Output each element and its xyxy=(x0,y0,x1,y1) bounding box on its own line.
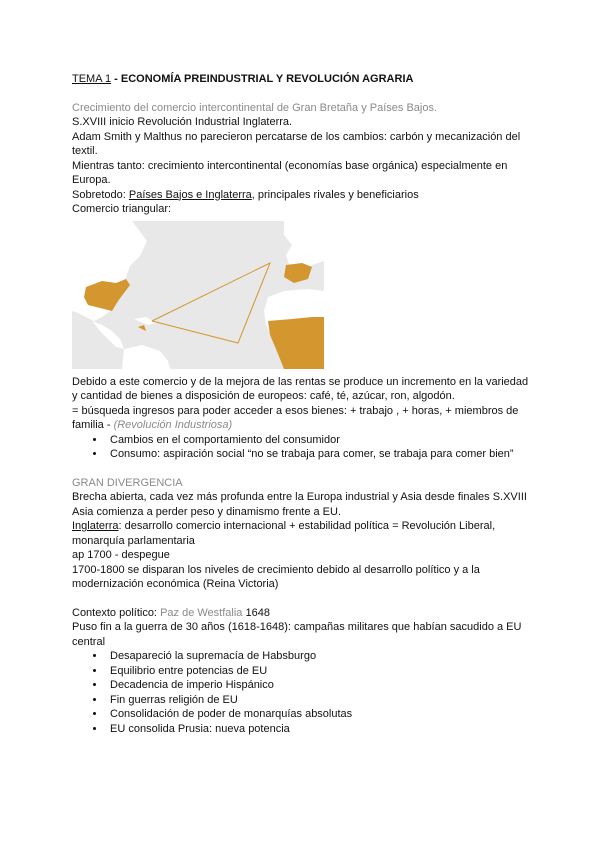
list-item: • Consumo: aspiración social “no se trabaja para comer, se trabaja para comer bien” xyxy=(106,447,532,462)
revolucion-industriosa: (Revolución Industriosa) xyxy=(113,419,233,431)
section3-line3 xyxy=(72,519,532,548)
line4-suffix: , principales rivales y beneficiarios xyxy=(251,188,419,201)
title-rest: - ECONOMÍA PREINDUSTRIAL Y REVOLUCIÓN AGRARIA xyxy=(111,73,414,85)
line4-prefix: Sobretodo: xyxy=(72,188,129,201)
para2-prefix: = búsqueda ingresos para poder acceder a esos bienes: + trabajo , + horas, + miembros de familia - xyxy=(72,404,519,431)
section2-bullets xyxy=(72,433,532,462)
section3-line5: 1700-1800 se disparan los niveles de crecimiento debido al desarrollo político y a la modernización económica (Reina Victoria) xyxy=(72,563,480,590)
section1-line5: Comercio triangular: xyxy=(72,203,172,215)
section1-line4 xyxy=(72,188,532,203)
line3-rest: : desarrollo comercio internacional + estabilidad política = Revolución Liberal, monarquía parlamentaria xyxy=(72,520,496,547)
document-title xyxy=(72,72,532,87)
section4-line2: Puso fin a la guerra de 30 años (1618-1648): campañas militares que habían sacudido a EU central xyxy=(72,621,522,648)
list-item: • EU consolida Prusia: nueva potencia xyxy=(106,722,532,737)
inglaterra-underlined: Inglaterra xyxy=(72,520,119,532)
paz-westfalia: Paz de Westfalia xyxy=(160,606,243,619)
list-item: • Decadencia de imperio Hispánico xyxy=(106,678,532,693)
section1-line1: S.XVIII inicio Revolución Industrial Inglaterra. xyxy=(72,116,293,128)
section4-line1 xyxy=(72,606,532,621)
section1-heading: Crecimiento del comercio intercontinental de Gran Bretaña y Países Bajos. xyxy=(72,101,438,114)
section1-line3: Mientras tanto: crecimiento intercontinental (economías base orgánica) especialmente en Europa. xyxy=(72,159,508,186)
list-item: • Cambios en el comportamiento del consumidor xyxy=(106,433,532,448)
section3-line4: ap 1700 - despegue xyxy=(72,549,170,561)
map-graphic xyxy=(72,221,324,369)
section2-para2 xyxy=(72,404,532,433)
section1-line2: Adam Smith y Malthus no parecieron percatarse de los cambios: carbón y mecanización del textil. xyxy=(72,130,521,157)
list-item: • Consolidación de poder de monarquías absolutas xyxy=(106,707,532,722)
spacer xyxy=(72,462,532,476)
list-item: • Fin guerras religión de EU xyxy=(106,693,532,708)
spacer xyxy=(72,592,532,606)
section3-line2: Asia comienza a perder peso y dinamismo frente a EU. xyxy=(72,505,342,518)
section3-line1: Brecha abierta, cada vez más profunda entre la Europa industrial y Asia desde finales S.XVIII xyxy=(72,491,527,503)
list-item: • Desapareció la supremacía de Habsburgo xyxy=(106,649,532,664)
section3-heading: GRAN DIVERGENCIA xyxy=(72,476,183,489)
contexto-prefix: Contexto político: xyxy=(72,606,161,619)
section2-para1: Debido a este comercio y de la mejora de las rentas se produce un incremento en la variedad y cantidad de bienes a disposición de europeos: café, té, azúcar, ron, algodón. xyxy=(72,375,529,402)
section4-bullets xyxy=(72,649,532,736)
title-prefix: TEMA 1 xyxy=(72,73,112,85)
line4-underlined: Países Bajos e Inglaterra xyxy=(128,188,252,201)
triangular-trade-map xyxy=(72,221,324,369)
list-item: • Equilibrio entre potencias de EU xyxy=(106,664,532,679)
document-page xyxy=(72,72,532,736)
contexto-year: 1648 xyxy=(242,606,270,619)
